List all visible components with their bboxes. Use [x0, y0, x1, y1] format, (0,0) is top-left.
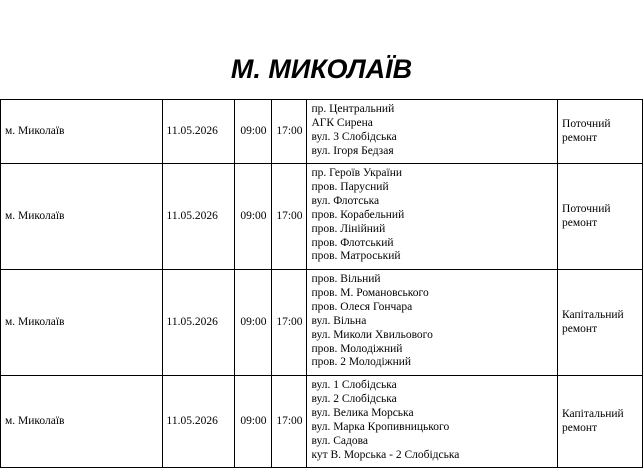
street-line: пров. Матроський — [311, 250, 401, 263]
street-line: вул. Марка Кропивницького — [311, 420, 450, 433]
start-time-cell: 09:00 — [235, 100, 272, 164]
table-row — [1, 164, 643, 270]
street-line: пров. Корабельний — [311, 208, 405, 221]
repair-type-cell: Капітальний ремонт — [558, 270, 643, 376]
table-row — [1, 376, 643, 468]
street-line: вул. Велика Морська — [311, 406, 414, 419]
streets-cell — [307, 100, 558, 164]
repair-type-cell: Капітальний ремонт — [558, 376, 643, 468]
street-line: вул. 3 Слобідська — [311, 130, 397, 143]
end-time-cell: 17:00 — [272, 100, 307, 164]
date-cell: 11.05.2026 — [162, 164, 235, 270]
table-row — [1, 100, 643, 164]
start-time-cell: 09:00 — [235, 164, 272, 270]
repair-type-cell: Поточний ремонт — [558, 100, 643, 164]
end-time-cell: 17:00 — [272, 376, 307, 468]
repair-type-cell: Поточний ремонт — [558, 164, 643, 270]
city-cell: м. Миколаїв — [1, 164, 163, 270]
street-line: вул. Миколи Хвильового — [311, 328, 433, 341]
street-line: пров. Вільний — [311, 273, 381, 285]
street-line: вул. Садова — [311, 434, 368, 447]
date-cell: 11.05.2026 — [162, 376, 235, 468]
city-cell: м. Миколаїв — [1, 376, 163, 468]
street-line: вул. 1 Слобідська — [311, 379, 397, 391]
street-line: вул. Вільна — [311, 314, 367, 327]
end-time-cell: 17:00 — [272, 270, 307, 376]
date-cell: 11.05.2026 — [162, 100, 235, 164]
street-line: вул. 2 Слобідська — [311, 392, 397, 405]
streets-cell — [307, 164, 558, 270]
street-line: пр. Героїв України — [311, 167, 403, 179]
street-line: пров. Лінійний — [311, 222, 386, 235]
city-cell: м. Миколаїв — [1, 100, 163, 164]
start-time-cell: 09:00 — [235, 376, 272, 468]
street-line: пров. Молодіжний — [311, 342, 403, 355]
street-line: пров. Парусний — [311, 180, 389, 193]
street-line: АГК Сирена — [311, 116, 373, 129]
date-cell: 11.05.2026 — [162, 270, 235, 376]
street-line: пров. 2 Молодіжний — [311, 356, 412, 369]
street-line: пров. Олеся Гончара — [311, 300, 413, 313]
street-line: вул. Ігоря Бедзая — [311, 144, 394, 157]
street-line: пров. М. Романовського — [311, 286, 429, 299]
page-title: М. МИКОЛАЇВ — [230, 54, 413, 84]
start-time-cell: 09:00 — [235, 270, 272, 376]
table-row — [1, 270, 643, 376]
streets-cell — [307, 270, 558, 376]
city-cell: м. Миколаїв — [1, 270, 163, 376]
streets-cell — [307, 376, 558, 468]
street-line: вул. Флотська — [311, 194, 380, 207]
street-line: пр. Центральний — [311, 103, 395, 115]
outage-schedule-table — [0, 99, 643, 468]
end-time-cell: 17:00 — [272, 164, 307, 270]
street-line: кут В. Морська - 2 Слобідська — [311, 448, 460, 461]
street-line: пров. Флотський — [311, 236, 394, 249]
